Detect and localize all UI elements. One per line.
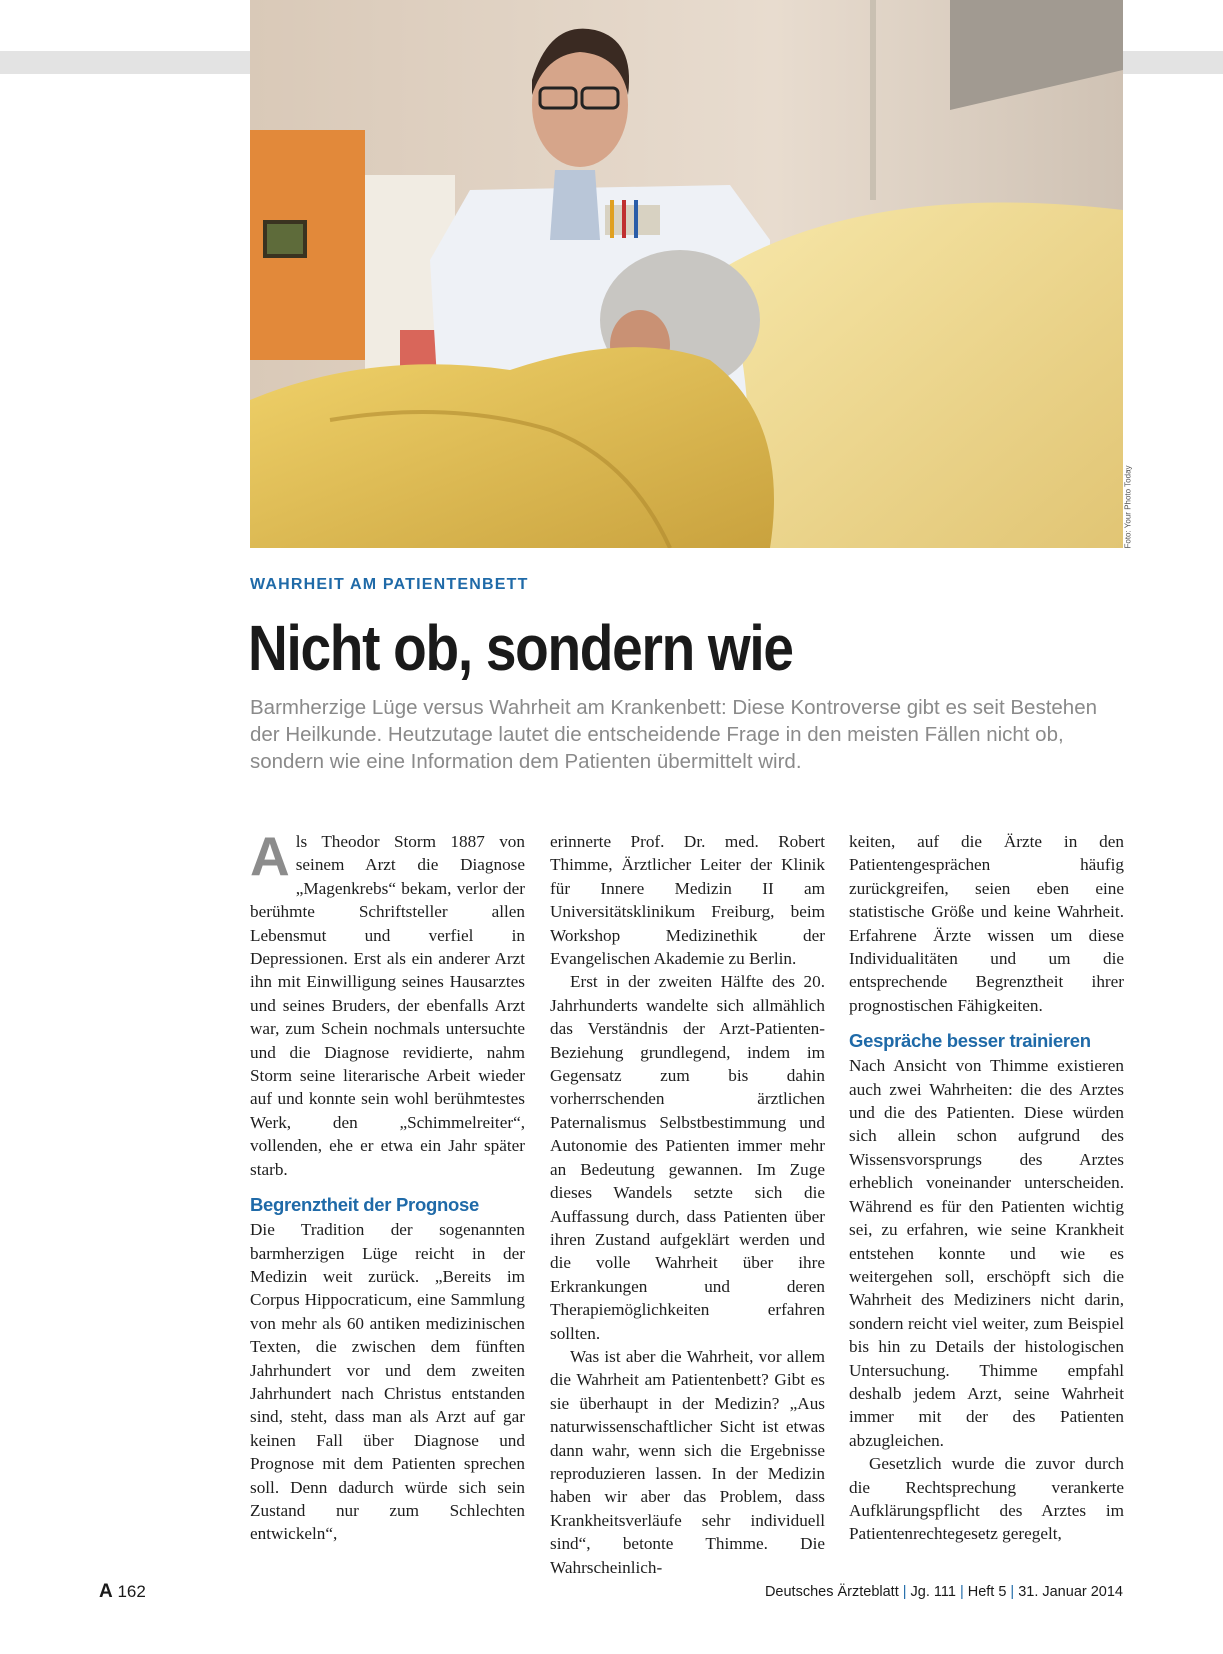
body-paragraph: erinnerte Prof. Dr. med. Robert Thimme, Ärztlicher Leiter der Klinik für Innere Medizin II am Universitätsklinikum Freiburg, beim Workshop Medizinethik der Evangelischen Akademie zu Berlin. <box>550 832 825 969</box>
journal-volume: Jg. 111 <box>910 1584 956 1600</box>
photo-credit: Foto: Your Photo Today <box>1123 465 1133 549</box>
body-paragraph: Als Theodor Storm 1887 von seinem Arzt die Diagnose „Magenkrebs“ bekam, verlor der berühmte Schriftsteller allen Lebensmut und verfiel in Depressionen. Erst als ein anderer Arzt ihn mit Einwilligung seines Hausarztes und seines Bruders, der ebenfalls Arzt war, zum Schein nochmals untersuchte und die Diagnose revidierte, nahm Storm seine literarische Arbeit wieder auf und konnte sein wohl berühmtestes Werk, den „Schimmelreiter“, vollenden, ehe er etwa ein Jahr später starb. <box>250 825 525 1179</box>
journal-issue: Heft 5 <box>967 1584 1007 1600</box>
text-column-1 <box>250 825 525 1546</box>
subheading: Begrenztheit der Prognose <box>250 1194 479 1216</box>
page-number: A 162 <box>99 1581 146 1602</box>
article-kicker: WAHRHEIT AM PATIENTENBETT <box>250 576 529 593</box>
article-headline: Nicht ob, sondern wie <box>248 612 793 684</box>
body-paragraph: Gesetzlich wurde die zuvor durch die Rechtsprechung verankerte Aufklärungspflicht des Arztes im Patientenrechtegesetz geregelt, <box>849 1454 1124 1544</box>
journal-name: Deutsches Ärzteblatt <box>764 1584 899 1600</box>
text-column-3 <box>849 830 1124 1546</box>
article-photo <box>250 0 1123 548</box>
journal-date: 31. Januar 2014 <box>1018 1584 1123 1600</box>
body-paragraph: Erst in der zweiten Hälfte des 20. Jahrhunderts wandelte sich allmählich das Verständnis der Arzt-Patienten-Beziehung grundlegend, indem im Gegensatz zum bis dahin vorherrschenden ärztlichen Paternalismus Selbstbestimmung und Autonomie des Patienten immer mehr an Bedeutung gewannen. Im Zuge dieses Wandels setzte sich die Auffassung durch, dass Patienten über ihren Zustand aufgeklärt werden und die volle Wahrheit über ihre Erkrankungen und deren Therapiemöglichkeiten erfahren sollten. <box>550 972 825 1343</box>
body-paragraph: keiten, auf die Ärzte in den Patientengesprächen häufig zurückgreifen, seien eben eine statistische Größe und keine Wahrheit. Erfahrene Ärzte wissen um diese Individualitäten und um die entsprechende Begrenztheit ihrer prognostischen Fähigkeiten. <box>849 832 1124 1015</box>
drop-cap: A <box>250 825 290 887</box>
body-paragraph: Die Tradition der sogenannten barmherzigen Lüge reicht in der Medizin weit zurück. „Bereits im Corpus Hippocraticum, eine Sammlung von mehr als 60 antiken medizinischen Texten, die zwischen dem fünften Jahrhundert vor und dem zweiten Jahrhundert nach Christus entstanden sind, steht, dass man als Arzt auf gar keinen Fall über Diagnose und Prognose mit dem Patienten sprechen soll. Denn dadurch würde sich sein Zustand nur zum Schlechten entwickeln“, <box>250 1220 525 1544</box>
body-paragraph: Nach Ansicht von Thimme existieren auch zwei Wahrheiten: die des Arztes und die des Patienten. Diese würden sich allein schon aufgrund des Wissensvorsprungs des Arztes erheblich voneinander unterscheiden. Während es für den Patienten wichtig sei, zu erfahren, wie seine Krankheit entstehen konnte und wie es weitergehen soll, erschöpft sich die Wahrheit des Mediziners nicht darin, sondern reicht viel weiter, zum Beispiel bis hin zu Details der histologischen Untersuchung. Thimme empfahl deshalb jedem Arzt, seine Wahrheit immer mit der des Patienten abzugleichen. <box>849 1056 1124 1450</box>
journal-footer: Deutsches Ärzteblatt | Jg. 111 | Heft 5 | 31. Januar 2014 <box>764 1584 1123 1600</box>
text-column-2 <box>550 830 825 1579</box>
article-standfirst: Barmherzige Lüge versus Wahrheit am Krankenbett: Diese Kontroverse gibt es seit Bestehen der Heilkunde. Heutzutage lautet die entscheidende Frage in den meisten Fällen nicht ob, sondern wie eine Information dem Patienten übermittelt wird. <box>250 696 1098 773</box>
subheading: Gespräche besser trainieren <box>849 1030 1091 1052</box>
body-paragraph: Was ist aber die Wahrheit, vor allem die Wahrheit am Patientenbett? Gibt es sie überhaupt in der Medizin? „Aus naturwissenschaftlicher Sicht ist etwas dann wahr, wenn sich die Ergebnisse reproduzieren lassen. In der Medizin haben wir aber das Problem, dass Krankheitsverläufe sehr individuell sind“, betonte Thimme. Die Wahrscheinlich- <box>550 1346 825 1577</box>
